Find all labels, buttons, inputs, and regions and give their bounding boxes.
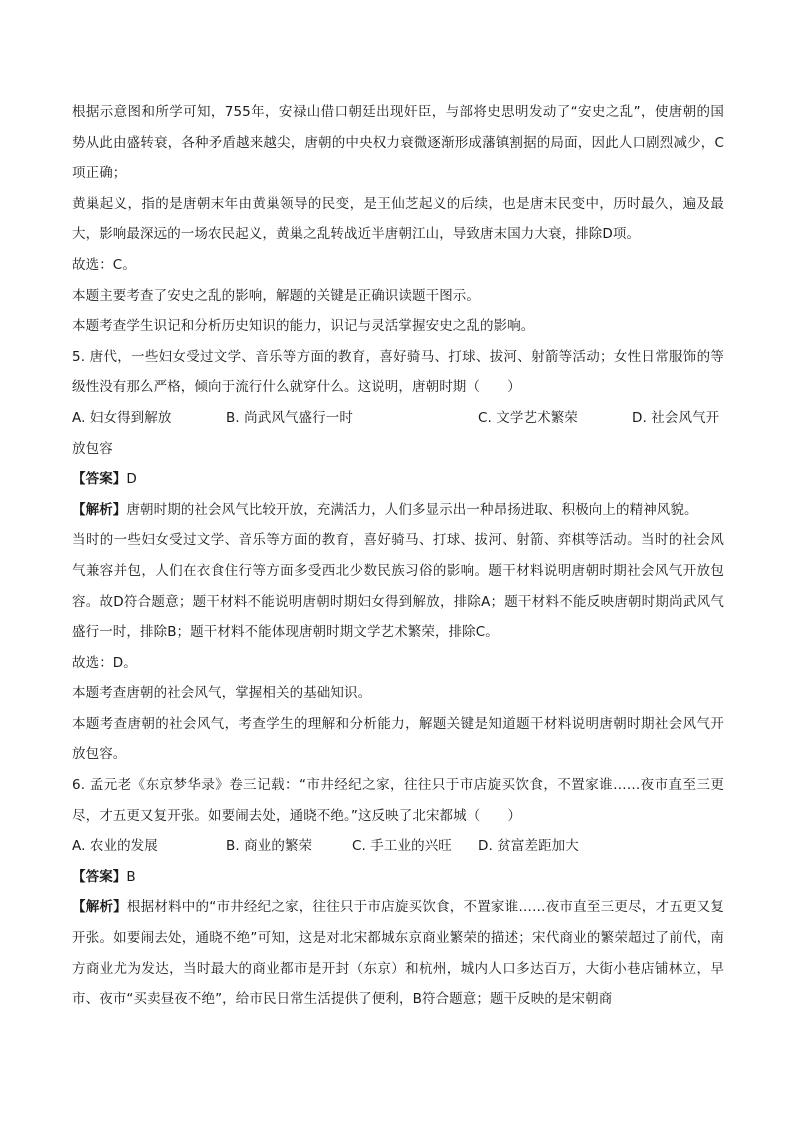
paragraph-huangchao: 黄巢起义，指的是唐朝末年由黄巢领导的民变，是王仙芝起义的后续，也是唐末民变中，历时最久，遍及最大，影响最深远的一场农民起义，黄巢之乱转战近半唐朝江山，导致唐末国力大衰，排除D项。 [72,195,724,243]
answer-value: D [126,471,137,488]
analysis-first: 唐朝时期的社会风气比较开放，充满活力，人们多显示出一种昂扬进取、积极向上的精神风貌。 [126,501,698,518]
paragraph-ability: 本题考查学生识记和分析历史知识的能力，识记与灵活掌握安史之乱的影响。 [72,318,535,335]
analysis-tag: 【解析】 [72,501,127,518]
option-a: A. 农业的发展 [72,838,158,855]
option-b: B. 尚武风气盛行一时 [226,409,353,426]
question-5-answer [72,464,724,495]
document-body [72,97,724,1015]
option-a: A. 妇女得到解放 [72,409,172,426]
option-d: D. 社会风气开 [632,409,720,426]
answer-value: B [126,868,136,885]
paragraph-summary: 本题主要考查了安史之乱的影响，解题的关键是正确识读题干图示。 [72,287,480,304]
paragraph-c-analysis: 根据示意图和所学可知，755年，安禄山借口朝廷出现奸臣，与部将史思明发动了“安史之乱”，使唐朝的国势从此由盛转衰，各种矛盾越来越尖，唐朝的中央权力衰微逐渐形成藩镇割据的局面，因此人口剧烈减少，C项正确； [72,104,724,182]
option-c: C. 文学艺术繁荣 [478,409,578,426]
analysis-text: 根据材料中的“市井经纪之家，往往只于市店旋买饮食，不置家谁……夜市直至三更尽，才五更又复开张。如要闹去处，通晓不绝”可知，这是对北宋都城东京商业繁荣的描述；宋代商业的繁荣超过了前代，南方商业尤为发达，当时最大的商业都市是开封（东京）和杭州，城内人口多达百万，大街小巷店铺林立，早市、夜市“买卖昼夜不绝”，给市民日常生活提供了便利，B符合题意；题干反映的是宋朝商 [72,899,724,1008]
option-d: D. 贫富差距加大 [478,838,579,855]
question-6-analysis [72,892,724,1014]
question-6-stem: 6. 孟元老《东京梦华录》卷三记载：“市井经纪之家，往往只于市店旋买饮食，不置家谁……夜市直至三更尽，才五更又复开张。如要闹去处，通晓不绝。”这反映了北宋都城（ ） [72,777,724,824]
answer-tag: 【答案】 [72,868,127,885]
question-6-answer [72,862,724,893]
option-d-continued: 放包容 [72,440,113,457]
question-5-options [72,403,724,434]
question-5-choice: 故选：D。 [72,654,137,671]
option-c: C. 手工业的兴旺 [352,838,452,855]
question-5-note-1: 本题考查唐朝的社会风气，掌握相关的基础知识。 [72,685,372,702]
option-b: B. 商业的繁荣 [226,838,313,855]
question-5-analysis: 当时的一些妇女受过文学、音乐等方面的教育，喜好骑马、打球、拔河、射箭、弈棋等活动。当时的社会风气兼容并包，人们在衣食住行等方面多受西北少数民族习俗的影响。题干材料说明唐朝时期社会风气开放包容。故D符合题意；题干材料不能说明唐朝时期妇女得到解放，排除A；题干材料不能反映唐朝时期尚武风气盛行一时，排除B；题干材料不能体现唐朝时期文学艺术繁荣，排除C。 [72,532,724,641]
question-5-analysis-intro [72,495,724,526]
paragraph-choice: 故选：C。 [72,256,136,273]
question-5-stem: 5. 唐代，一些妇女受过文学、音乐等方面的教育，喜好骑马、打球、拔河、射箭等活动；女性日常服饰的等级性没有那么严格，倾向于流行什么就穿什么。这说明，唐朝时期（ ） [72,348,724,396]
analysis-tag: 【解析】 [72,899,127,916]
question-6-options [72,831,724,862]
question-5-note-2: 本题考查唐朝的社会风气，考查学生的理解和分析能力，解题关键是知道题干材料说明唐朝时期社会风气开放包容。 [72,715,724,763]
answer-tag: 【答案】 [72,471,127,488]
